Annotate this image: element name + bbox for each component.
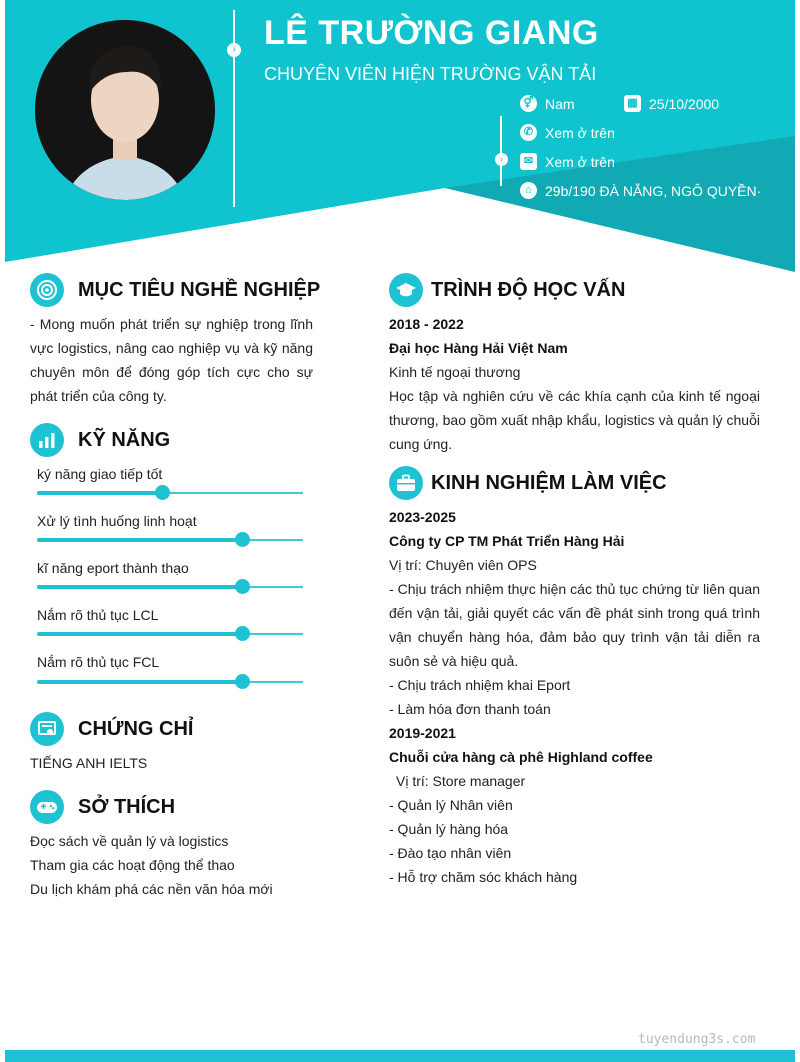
mail-icon: ✉ bbox=[520, 153, 537, 170]
home-icon: ⌂ bbox=[520, 182, 537, 199]
section-title: MỤC TIÊU NGHỀ NGHIỆP bbox=[78, 278, 321, 301]
skill-knob bbox=[235, 532, 250, 547]
job-duty: - Hỗ trợ chăm sóc khách hàng bbox=[389, 869, 578, 885]
job-duty: - Đào tạo nhân viên bbox=[389, 845, 512, 861]
section-title: KỸ NĂNG bbox=[78, 428, 171, 451]
section-title: CHỨNG CHỈ bbox=[78, 717, 194, 740]
calendar-icon: ▦ bbox=[624, 95, 641, 112]
contact-dob bbox=[624, 95, 719, 112]
job-period: 2023-2025 bbox=[389, 509, 456, 525]
skill-bar bbox=[37, 539, 303, 541]
header-divider bbox=[233, 10, 235, 207]
hobby-item: Đọc sách về quản lý và logistics bbox=[30, 833, 229, 849]
contact-address bbox=[520, 182, 761, 199]
job-period: 2019-2021 bbox=[389, 725, 456, 741]
education-heading bbox=[389, 273, 625, 307]
watermark: tuyendung3s.com bbox=[638, 1032, 756, 1047]
certificate-icon bbox=[30, 712, 64, 746]
email-value: Xem ở trên bbox=[545, 153, 615, 170]
career-heading bbox=[30, 273, 320, 307]
skill-label: Nắm rõ thủ tục LCL bbox=[37, 607, 159, 623]
section-title: KINH NGHIỆM LÀM VIỆC bbox=[431, 471, 667, 494]
candidate-name: LÊ TRƯỜNG GIANG bbox=[264, 14, 599, 52]
job-company: Công ty CP TM Phát Triển Hàng Hải bbox=[389, 533, 625, 549]
avatar bbox=[35, 20, 215, 200]
target-icon bbox=[30, 273, 64, 307]
section-title: TRÌNH ĐỘ HỌC VẤN bbox=[431, 278, 626, 301]
skill-label: Xử lý tình huống linh hoạt bbox=[37, 513, 197, 529]
skill-bar bbox=[37, 681, 303, 683]
education-period: 2018 - 2022 bbox=[389, 316, 464, 332]
skill-bar bbox=[37, 492, 303, 494]
career-text: - Mong muốn phát triển sự nghiệp trong lĩnh vực logistics, nâng cao nghiệp vụ và kỹ năng chuyên môn để đóng góp tích cực cho sự phát triển của công ty. bbox=[30, 316, 313, 404]
chevron-right-icon: › bbox=[227, 43, 241, 57]
job-duty: - Quản lý hàng hóa bbox=[389, 821, 509, 837]
candidate-title: CHUYÊN VIÊN HIỆN TRƯỜNG VẬN TẢI bbox=[264, 64, 597, 84]
experience-heading bbox=[389, 466, 667, 500]
hobby-item: Tham gia các hoạt động thể thao bbox=[30, 857, 235, 873]
dob-value: 25/10/2000 bbox=[649, 95, 720, 112]
certificate-item: TIẾNG ANH IELTS bbox=[30, 755, 148, 771]
gender-icon: ⚥ bbox=[520, 95, 537, 112]
skills-heading bbox=[30, 423, 170, 457]
graduation-cap-icon bbox=[389, 273, 423, 307]
skill-knob bbox=[155, 485, 170, 500]
section-title: SỞ THÍCH bbox=[78, 795, 176, 818]
contact-divider bbox=[500, 116, 502, 186]
job-position: Vị trí: Store manager bbox=[396, 773, 526, 789]
job-company: Chuỗi cửa hàng cà phê Highland coffee bbox=[389, 749, 653, 765]
skill-label: Nắm rõ thủ tục FCL bbox=[37, 654, 160, 670]
briefcase-icon bbox=[389, 466, 423, 500]
skill-knob bbox=[235, 674, 250, 689]
hobbies-heading bbox=[30, 790, 175, 824]
contact-phone bbox=[520, 124, 615, 141]
contact-email bbox=[520, 153, 615, 170]
footer-bar bbox=[5, 1050, 795, 1062]
job-duty: - Quản lý Nhân viên bbox=[389, 797, 513, 813]
skill-label: ký năng giao tiếp tốt bbox=[37, 466, 163, 482]
certificates-heading bbox=[30, 712, 193, 746]
skill-label: kĩ năng eport thành thạo bbox=[37, 560, 189, 576]
chevron-right-icon: › bbox=[495, 153, 508, 166]
gamepad-icon bbox=[30, 790, 64, 824]
skill-knob bbox=[235, 579, 250, 594]
education-major: Kinh tế ngoại thương bbox=[389, 364, 521, 380]
skill-bar bbox=[37, 586, 303, 588]
address-value: 29b/190 ĐÀ NẴNG, NGÔ QUYỀN· bbox=[545, 182, 762, 199]
job-duty: - Chịu trách nhiệm thực hiện các thủ tục chứng từ liên quan đến vận tải, giải quyết các vấn đề phát sinh trong quá trình vận chuyển hàng hóa, đảm bảo quy trình vận tải diễn ra suôn sẻ và hiệu quả. bbox=[389, 581, 760, 669]
job-position: Vị trí: Chuyên viên OPS bbox=[389, 557, 537, 573]
education-desc: Học tập và nghiên cứu về các khía cạnh của kinh tế ngoại thương, bao gồm xuất nhập khẩu, logistics và quản lý chuỗi cung ứng. bbox=[389, 388, 760, 452]
phone-value: Xem ở trên bbox=[545, 124, 615, 141]
phone-icon: ✆ bbox=[520, 124, 537, 141]
job-duty: - Chịu trách nhiệm khai Eport bbox=[389, 677, 571, 693]
contact-gender bbox=[520, 95, 575, 112]
job-duty: - Làm hóa đơn thanh toán bbox=[389, 701, 551, 717]
portrait-photo bbox=[35, 20, 215, 200]
bar-chart-icon bbox=[30, 423, 64, 457]
skill-bar bbox=[37, 633, 303, 635]
hobby-item: Du lịch khám phá các nền văn hóa mới bbox=[30, 881, 273, 897]
gender-value: Nam bbox=[545, 95, 575, 112]
education-school: Đại học Hàng Hải Việt Nam bbox=[389, 340, 568, 356]
skill-knob bbox=[235, 626, 250, 641]
